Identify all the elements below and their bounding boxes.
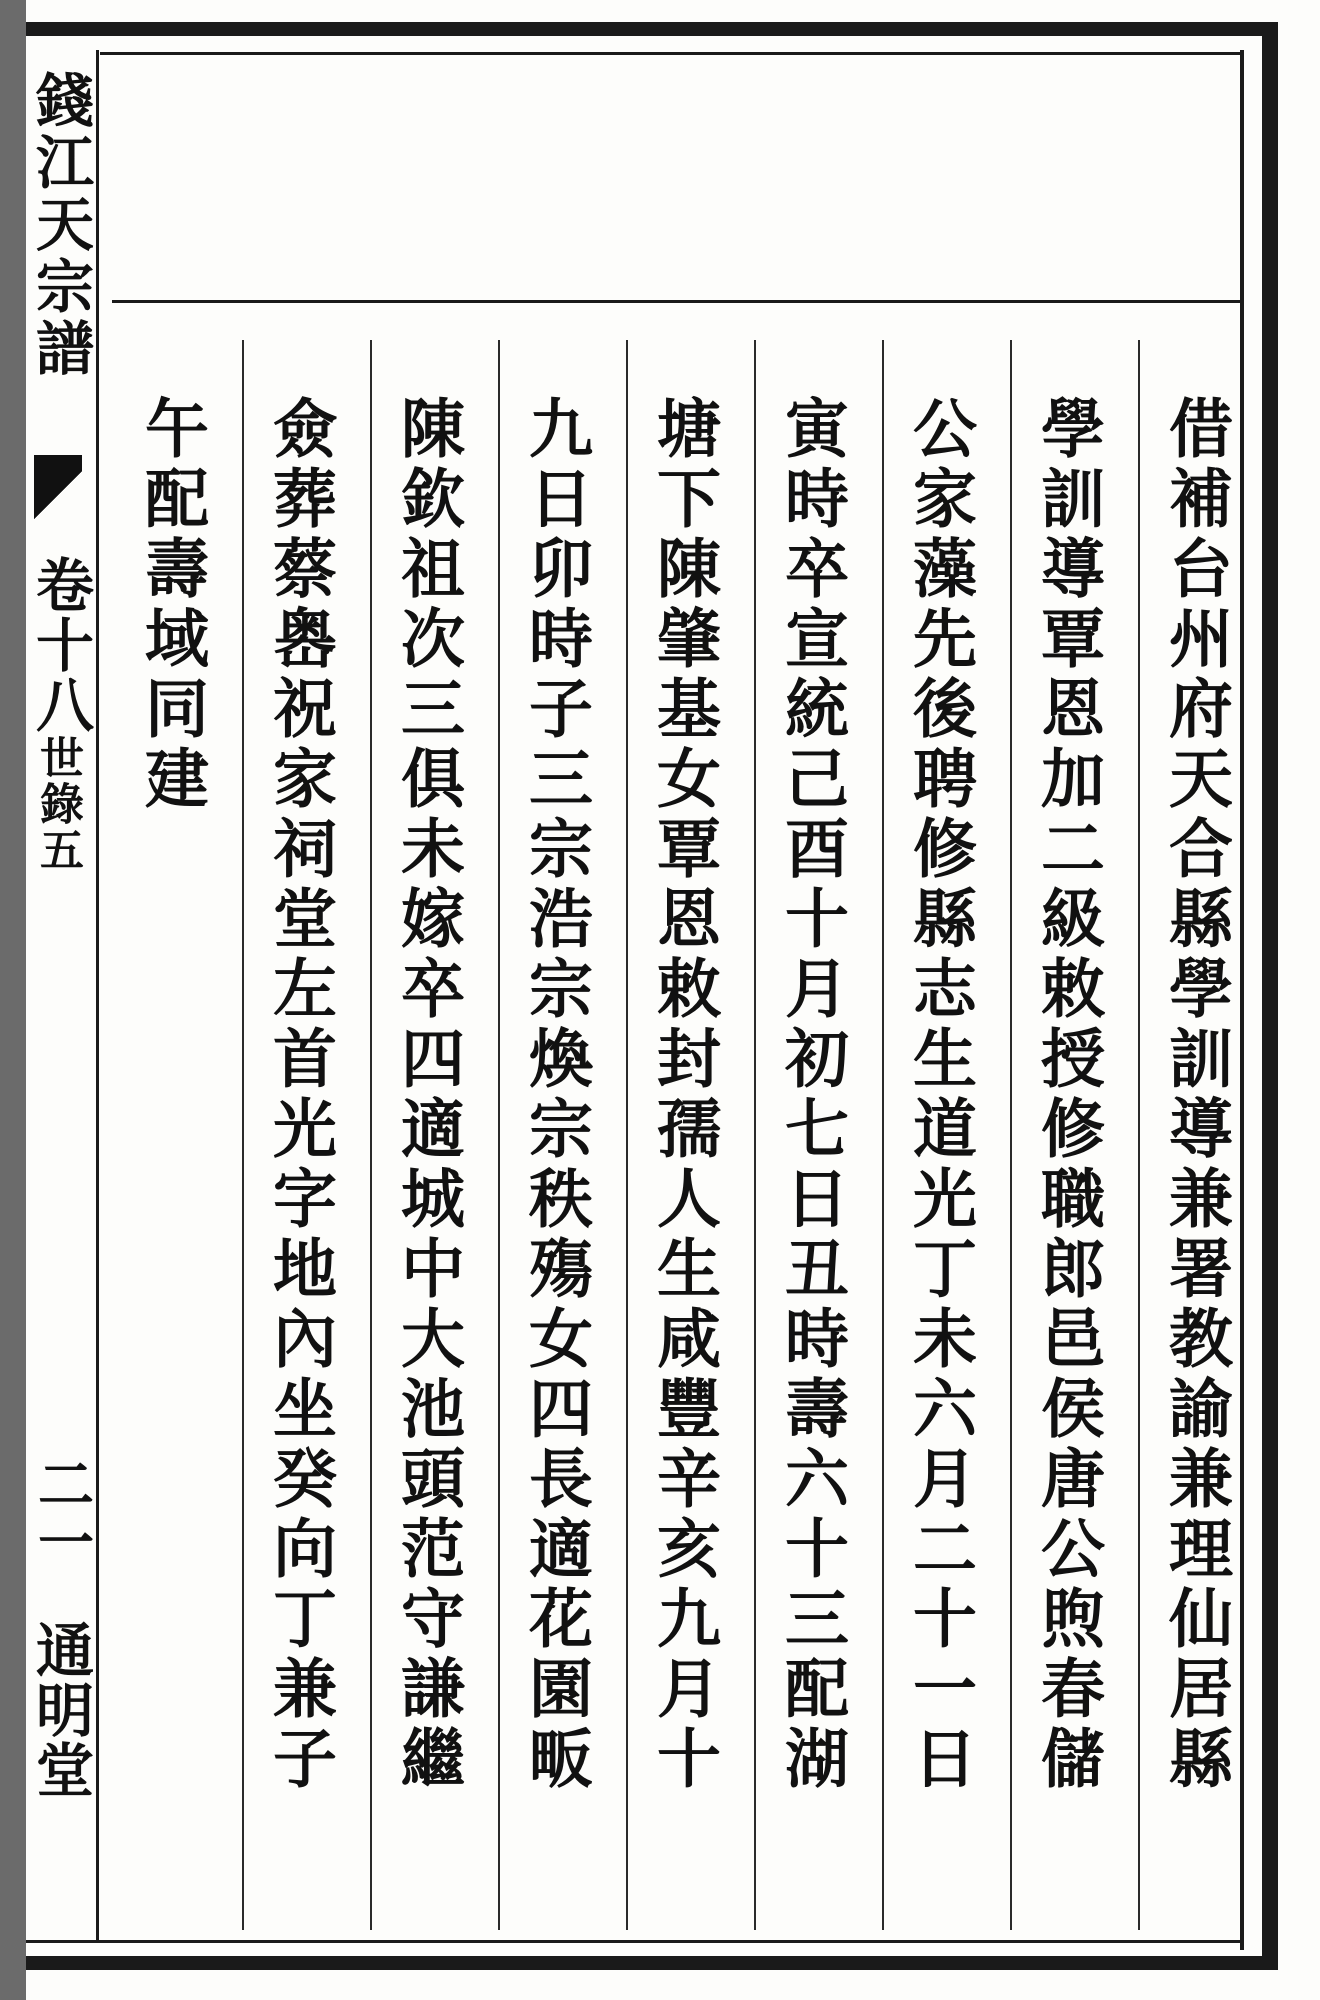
section-label: 世錄五 [32,735,83,873]
border-right-inner [1240,50,1244,1950]
text-column-4: 寅時卒宣統己酉十月初七日丑時壽六十三配湖 [774,395,849,1795]
column-rule [1010,340,1012,1930]
column-rule [1138,340,1140,1930]
column-rule [370,340,372,1930]
column-rule [242,340,244,1930]
binding-margin [0,0,26,2000]
volume-label: 卷十八 [26,555,94,735]
spine-divider [96,50,99,1942]
header-rule [112,300,1242,303]
column-rule [498,340,500,1930]
border-bottom-inner [26,1940,1242,1943]
text-column-7: 陳欽祖次三俱未嫁卒四適城中大池頭范守謙繼 [390,395,465,1795]
text-column-8: 僉葬蔡嶴祝家祠堂左首光字地內坐癸向丁兼子 [262,395,337,1795]
column-rule [754,340,756,1930]
fish-tail-mark [34,455,82,535]
column-rule [882,340,884,1930]
border-top-inner [100,52,1242,55]
hall-name: 通明堂 [26,1620,94,1800]
text-column-1: 借補台州府天合縣學訓導兼署教諭兼理仙居縣 [1158,395,1233,1795]
text-column-6: 九日卯時子三宗浩宗煥宗秩殤女四長適花園畈 [518,395,593,1795]
text-column-5: 塘下陳肇基女覃恩敕封孺人生咸豐辛亥九月十 [646,395,721,1795]
text-column-2: 學訓導覃恩加二級敕授修職郎邑侯唐公煦春儲 [1030,395,1105,1795]
page-number: 二一 [29,1455,95,1571]
column-rule [626,340,628,1930]
text-column-3: 公家藻先後聘修縣志生道光丁未六月二十一日 [902,395,977,1795]
border-top [26,22,1276,36]
text-column-9: 午配壽域同建 [134,395,209,815]
book-title: 錢江天宗譜 [26,70,94,380]
border-bottom [26,1956,1276,1970]
border-right [1262,22,1278,1970]
